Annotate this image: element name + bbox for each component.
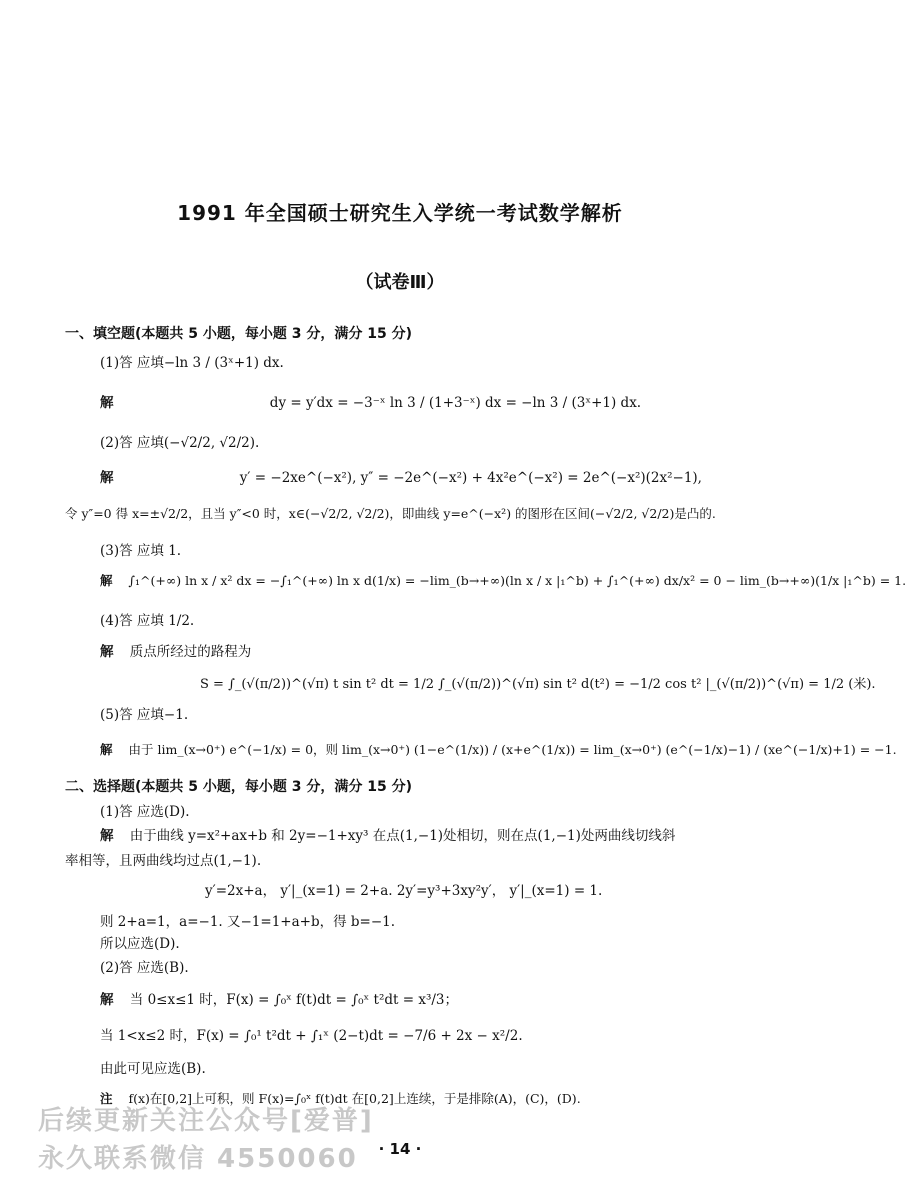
q5-solution-formula: 由于 lim_(x→0⁺) e^(−1/x) = 0，则 lim_(x→0⁺) (1−e^(1/x)) / (x+e^(1/x)) = lim_(x→0⁺) (e^(−1/x)−1) / (xe^(−1/x)+1) = −1. bbox=[128, 742, 897, 757]
solution-label: 解 bbox=[100, 573, 113, 588]
page-number: · 14 · bbox=[378, 1140, 422, 1158]
section-heading-fill: 一、填空题(本题共 5 小题，每小题 3 分，满分 15 分) bbox=[65, 326, 413, 342]
q1-solution-formula: dy = y′dx = −3⁻ˣ ln 3 / (1+3⁻ˣ) dx = −ln 3 / (3ˣ+1) dx. bbox=[269, 395, 642, 411]
c1-solution-line1 bbox=[100, 830, 760, 844]
c2-solution-line3: 由此可见应选(B). bbox=[100, 1061, 206, 1077]
q2-solution-conclusion: 令 y″=0 得 x=±√2/2，且当 y″<0 时，x∈(−√2/2, √2/2)，即曲线 y=e^(−x²) 的图形在区间(−√2/2, √2/2)是凸的. bbox=[65, 506, 716, 521]
q4-solution-intro bbox=[100, 646, 760, 660]
q3-solution-formula: ∫₁^(+∞) ln x / x² dx = −∫₁^(+∞) ln x d(1/x) = −lim_(b→+∞)(ln x / x |₁^b) + ∫₁^(+∞) dx/x² = 0 − lim_(b→+∞)(1/x |₁^b) = 1. bbox=[128, 573, 906, 588]
c2-solution-line2: 当 1<x≤2 时，F(x) = ∫₀¹ t²dt + ∫₁ˣ (2−t)dt = −7/6 + 2x − x²/2. bbox=[100, 1028, 523, 1044]
q2-answer: (2)答 应填(−√2/2, √2/2). bbox=[100, 435, 260, 451]
section-heading-choice: 二、选择题(本题共 5 小题，每小题 3 分，满分 15 分) bbox=[65, 779, 413, 795]
q4-answer: (4)答 应填 1/2. bbox=[100, 613, 195, 629]
watermark-line1: 后续更新关注公众号[爱普] bbox=[38, 1106, 374, 1136]
c2-answer: (2)答 应选(B). bbox=[100, 960, 189, 976]
c2-solution-text1: 当 0≤x≤1 时，F(x) = ∫₀ˣ f(t)dt = ∫₀ˣ t²dt = x³/3； bbox=[129, 992, 458, 1008]
c1-solution-line3: y′=2x+a， y′|_(x=1) = 2+a. 2y′=y³+3xy²y′， y′|_(x=1) = 1. bbox=[205, 883, 603, 899]
c1-solution-line4: 则 2+a=1，a=−1. 又−1=1+a+b，得 b=−1. bbox=[100, 914, 396, 930]
q5-solution bbox=[100, 742, 897, 757]
solution-label: 解 bbox=[100, 644, 114, 660]
solution-label: 解 bbox=[100, 470, 114, 486]
c1-solution-text1: 由于曲线 y=x²+ax+b 和 2y=−1+xy³ 在点(1,−1)处相切，则在点(1,−1)处两曲线切线斜 bbox=[129, 828, 676, 844]
q1-answer: (1)答 应填−ln 3 / (3ˣ+1) dx. bbox=[100, 355, 284, 371]
page-subtitle: （试卷Ⅲ） bbox=[355, 272, 445, 293]
q2-solution-formula: y′ = −2xe^(−x²), y″ = −2e^(−x²) + 4x²e^(−x²) = 2e^(−x²)(2x²−1), bbox=[239, 470, 702, 486]
solution-label: 解 bbox=[100, 992, 114, 1008]
c2-note-text: f(x)在[0,2]上可积，则 F(x)=∫₀ˣ f(t)dt 在[0,2]上连续，于是排除(A)，(C)，(D). bbox=[128, 1091, 581, 1106]
c1-solution-line2: 率相等，且两曲线均过点(1,−1). bbox=[65, 853, 262, 869]
c1-answer: (1)答 应选(D). bbox=[100, 804, 190, 820]
c2-solution-line1 bbox=[100, 994, 760, 1008]
note-label: 注 bbox=[100, 1091, 113, 1106]
q5-answer: (5)答 应填−1. bbox=[100, 707, 189, 723]
q4-solution-formula: S = ∫_(√(π/2))^(√π) t sin t² dt = 1/2 ∫_(√(π/2))^(√π) sin t² d(t²) = −1/2 cos t² |_(√(π/2))^(√π) = 1/2 (米). bbox=[200, 677, 876, 692]
q2-solution bbox=[100, 472, 760, 486]
c1-solution-line5: 所以应选(D). bbox=[100, 936, 180, 952]
q1-solution bbox=[100, 397, 760, 411]
page-title: 1991 年全国硕士研究生入学统一考试数学解析 bbox=[177, 201, 623, 225]
q3-answer: (3)答 应填 1. bbox=[100, 543, 182, 559]
watermark-line2: 永久联系微信 4550060 bbox=[38, 1144, 358, 1174]
solution-label: 解 bbox=[100, 742, 113, 757]
solution-label: 解 bbox=[100, 395, 114, 411]
solution-label: 解 bbox=[100, 828, 114, 844]
q4-solution-text: 质点所经过的路程为 bbox=[129, 644, 252, 660]
q3-solution bbox=[100, 573, 906, 588]
